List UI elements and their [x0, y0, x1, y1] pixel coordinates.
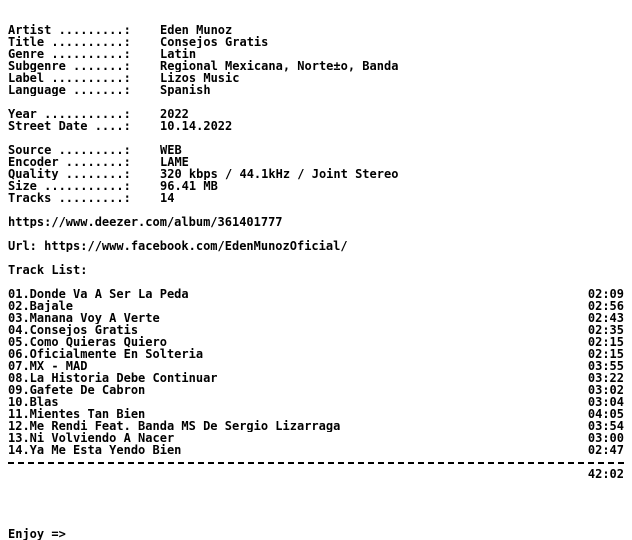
track-duration: 02:43: [587, 312, 624, 324]
album-url: https://www.deezer.com/album/361401777: [8, 216, 283, 228]
track-row: [8, 348, 624, 360]
info-key: Year ...........:: [8, 108, 131, 120]
track-duration: 02:35: [587, 324, 624, 336]
info-value: 96.41 MB: [160, 180, 218, 192]
info-row: [8, 84, 624, 96]
info-key: Subgenre .......:: [8, 60, 131, 72]
info-row: [8, 48, 624, 60]
info-value: Eden Munoz: [160, 24, 233, 36]
track-list-label: Track List:: [8, 264, 88, 276]
track-duration: 02:09: [587, 288, 624, 300]
track-row: [8, 444, 624, 456]
info-key: Quality ........:: [8, 168, 131, 180]
info-key: Encoder ........:: [8, 156, 131, 168]
total-runtime: 42:02: [587, 468, 624, 480]
nfo-document: [8, 24, 624, 540]
track-list: [8, 288, 624, 456]
track-title: 06.Oficialmente En Solteria: [8, 348, 204, 360]
track-duration: 03:02: [587, 384, 624, 396]
info-key: Street Date ....:: [8, 120, 131, 132]
info-row: [8, 72, 624, 84]
info-value: Regional Mexicana, Norte±o, Banda: [160, 60, 399, 72]
spacer: [8, 132, 624, 144]
info-row: [8, 108, 624, 120]
track-title: 13.Ni Volviendo A Nacer: [8, 432, 175, 444]
track-row: [8, 288, 624, 300]
spacer: [8, 228, 624, 240]
track-row: [8, 408, 624, 420]
track-duration: 03:55: [587, 360, 624, 372]
info-value: 320 kbps / 44.1kHz / Joint Stereo: [160, 168, 399, 180]
info-value: 14: [160, 192, 175, 204]
info-key: Artist .........:: [8, 24, 131, 36]
track-title: 09.Gafete De Cabron: [8, 384, 146, 396]
info-key: Genre ..........:: [8, 48, 131, 60]
info-value: Latin: [160, 48, 197, 60]
track-duration: 02:47: [587, 444, 624, 456]
track-row: [8, 384, 624, 396]
track-row: [8, 396, 624, 408]
track-title: 14.Ya Me Esta Yendo Bien: [8, 444, 182, 456]
track-duration: 03:00: [587, 432, 624, 444]
info-row: [8, 180, 624, 192]
technical-info-block: [8, 144, 624, 204]
info-row: [8, 36, 624, 48]
spacer: [8, 504, 624, 516]
info-key: Tracks .........:: [8, 192, 131, 204]
track-title: 10.Blas: [8, 396, 59, 408]
divider-line: [8, 456, 624, 468]
info-value: Spanish: [160, 84, 211, 96]
info-row: [8, 60, 624, 72]
info-row: [8, 192, 624, 204]
info-key: Language .......:: [8, 84, 131, 96]
info-value: Consejos Gratis: [160, 36, 269, 48]
spacer: [8, 96, 624, 108]
info-value: WEB: [160, 144, 182, 156]
footer-enjoy: Enjoy =>: [8, 528, 66, 540]
track-title: 01.Donde Va A Ser La Peda: [8, 288, 189, 300]
track-row: [8, 300, 624, 312]
track-row: [8, 432, 624, 444]
spacer: [8, 204, 624, 216]
track-title: 11.Mientes Tan Bien: [8, 408, 146, 420]
info-key: Title ..........:: [8, 36, 131, 48]
info-value: 2022: [160, 108, 189, 120]
total-runtime-row: [8, 468, 624, 480]
spacer: [8, 252, 624, 264]
spacer: [8, 516, 624, 528]
track-duration: 02:56: [587, 300, 624, 312]
spacer: [8, 480, 624, 492]
track-row: [8, 324, 624, 336]
track-duration: 04:05: [587, 408, 624, 420]
track-row: [8, 372, 624, 384]
track-title: 08.La Historia Debe Continuar: [8, 372, 218, 384]
spacer: [8, 276, 624, 288]
track-duration: 03:54: [587, 420, 624, 432]
info-key: Label ..........:: [8, 72, 131, 84]
track-row: [8, 312, 624, 324]
info-row: [8, 168, 624, 180]
spacer: [8, 492, 624, 504]
track-title: 05.Como Quieras Quiero: [8, 336, 167, 348]
track-duration: 02:15: [587, 348, 624, 360]
track-title: 02.Bajale: [8, 300, 74, 312]
track-title: 03.Manana Voy A Verte: [8, 312, 160, 324]
track-duration: 02:15: [587, 336, 624, 348]
track-row: [8, 420, 624, 432]
track-title: 04.Consejos Gratis: [8, 324, 139, 336]
track-duration: 03:04: [587, 396, 624, 408]
track-duration: 03:22: [587, 372, 624, 384]
track-title: 12.Me Rendi Feat. Banda MS De Sergio Lizarraga: [8, 420, 341, 432]
info-key: Source .........:: [8, 144, 131, 156]
release-date-block: [8, 108, 624, 132]
info-row: [8, 24, 624, 36]
info-row: [8, 156, 624, 168]
facebook-url: Url: https://www.facebook.com/EdenMunozOficial/: [8, 240, 348, 252]
album-info-block: [8, 24, 624, 96]
track-title: 07.MX - MAD: [8, 360, 88, 372]
track-row: [8, 360, 624, 372]
info-value: LAME: [160, 156, 189, 168]
info-value: Lizos Music: [160, 72, 240, 84]
track-row: [8, 336, 624, 348]
info-key: Size ...........:: [8, 180, 131, 192]
info-row: [8, 144, 624, 156]
info-value: 10.14.2022: [160, 120, 233, 132]
info-row: [8, 120, 624, 132]
